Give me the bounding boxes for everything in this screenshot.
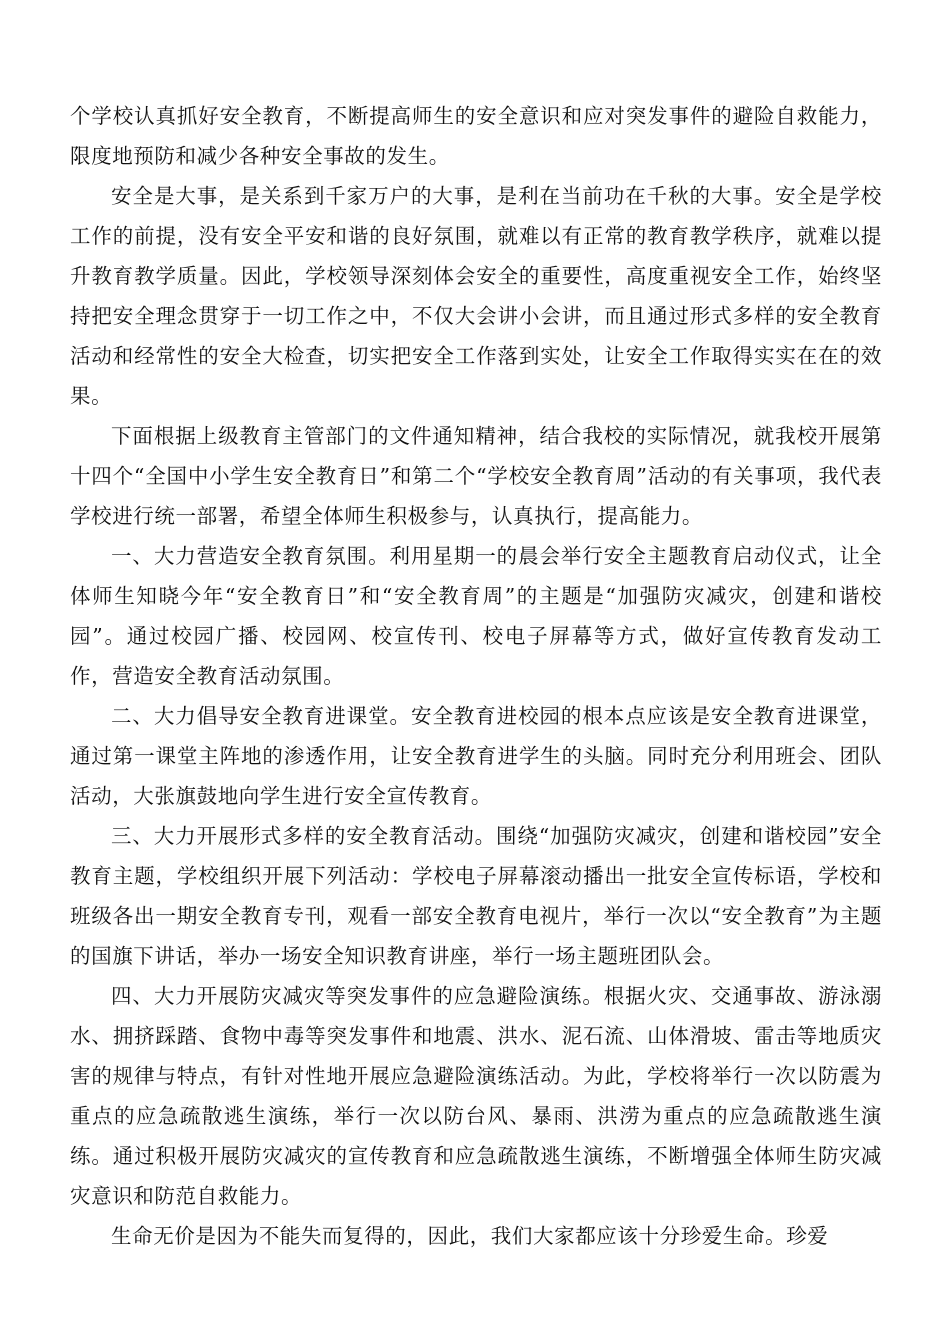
paragraph-item-one: 一、大力营造安全教育氛围。利用星期一的晨会举行安全主题教育启动仪式，让全体师生知晓今年“安全教育日”和“安全教育周”的主题是“加强防灾减灾，创建和谐校园”。通过校园广播、校园网、校宣传刊、校电子屏幕等方式，做好宣传教育发动工作，营造安全教育活动氛围。 <box>70 544 882 688</box>
paragraph-item-four: 四、大力开展防灾减灾等突发事件的应急避险演练。根据火灾、交通事故、游泳溺水、拥挤踩踏、食物中毒等突发事件和地震、洪水、泥石流、山体滑坡、雷击等地质灾害的规律与特点，有针对性地开展应急避险演练活动。为此，学校将举行一次以防震为重点的应急疏散逃生演练，举行一次以防台风、暴雨、洪涝为重点的应急疏散逃生演练。通过积极开展防灾减灾的宣传教育和应急疏散逃生演练，不断增强全体师生防灾减灾意识和防范自救能力。 <box>70 984 882 1208</box>
document-body <box>70 96 882 1256</box>
paragraph-safety-importance: 安全是大事，是关系到千家万户的大事，是利在当前功在千秋的大事。安全是学校工作的前提，没有安全平安和谐的良好氛围，就难以有正常的教育教学秩序，就难以提升教育教学质量。因此，学校领导深刻体会安全的重要性，高度重视安全工作，始终坚持把安全理念贯穿于一切工作之中，不仅大会讲小会讲，而且通过形式多样的安全教育活动和经常性的安全大检查，切实把安全工作落到实处，让安全工作取得实实在在的效果。 <box>70 184 882 408</box>
paragraph-deployment: 下面根据上级教育主管部门的文件通知精神，结合我校的实际情况，就我校开展第十四个“全国中小学生安全教育日”和第二个“学校安全教育周”活动的有关事项，我代表学校进行统一部署，希望全体师生积极参与，认真执行，提高能力。 <box>70 424 882 528</box>
paragraph-item-three: 三、大力开展形式多样的安全教育活动。围绕“加强防灾减灾，创建和谐校园”安全教育主题，学校组织开展下列活动：学校电子屏幕滚动播出一批安全宣传标语，学校和班级各出一期安全教育专刊，观看一部安全教育电视片，举行一次以“安全教育”为主题的国旗下讲话，举办一场安全知识教育讲座，举行一场主题班团队会。 <box>70 824 882 968</box>
paragraph-continuation: 个学校认真抓好安全教育，不断提高师生的安全意识和应对突发事件的避险自救能力，限度地预防和减少各种安全事故的发生。 <box>70 104 882 168</box>
paragraph-item-two: 二、大力倡导安全教育进课堂。安全教育进校园的根本点应该是安全教育进课堂，通过第一课堂主阵地的渗透作用，让安全教育进学生的头脑。同时充分利用班会、团队活动，大张旗鼓地向学生进行安全宣传教育。 <box>70 704 882 808</box>
paragraph-closing: 生命无价是因为不能失而复得的，因此，我们大家都应该十分珍爱生命。珍爱 <box>111 1224 829 1248</box>
